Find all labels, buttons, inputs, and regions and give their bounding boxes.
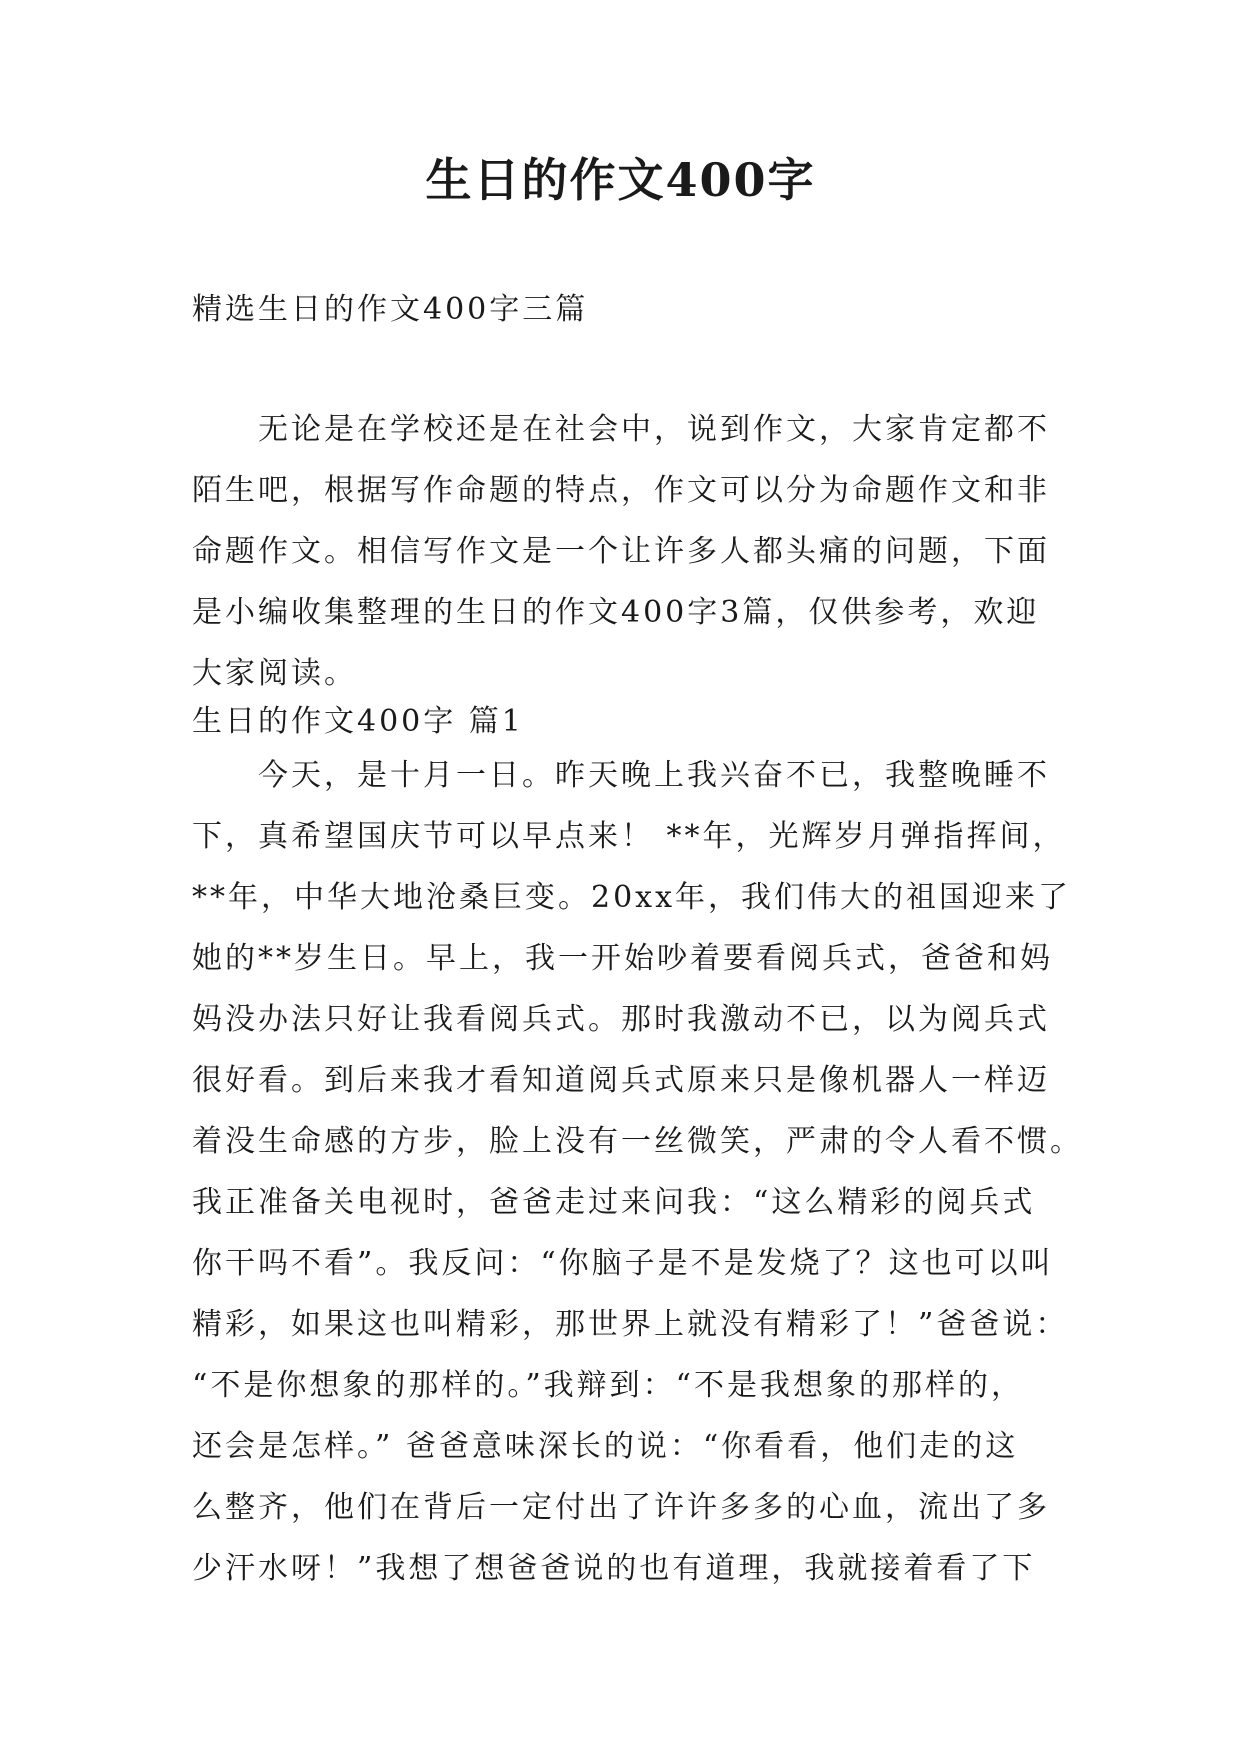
text-line: 大家阅读。: [192, 656, 357, 691]
text-line: 她的**岁生日。早上，我一开始吵着要看阅兵式，爸爸和妈: [192, 941, 1053, 976]
document-title: 生日的作文400字: [425, 153, 816, 207]
text-line: 是小编收集整理的生日的作文400字3篇，仅供参考，欢迎: [192, 595, 1040, 630]
text-line: 么整齐，他们在背后一定付出了许许多多的心血，流出了多: [192, 1490, 1050, 1525]
text-line: 着没生命感的方步，脸上没有一丝微笑，严肃的令人看不惯。: [192, 1124, 1083, 1159]
text-line: 陌生吧，根据写作命题的特点，作文可以分为命题作文和非: [192, 473, 1050, 508]
text-line: 很好看。到后来我才看知道阅兵式原来只是像机器人一样迈: [192, 1063, 1050, 1098]
text-line: 你干吗不看”。我反问：“你脑子是不是发烧了？这也可以叫: [192, 1246, 1054, 1281]
text-line: 命题作文。相信写作文是一个让许多人都头痛的问题，下面: [192, 534, 1050, 569]
intro-paragraph: [192, 399, 1072, 704]
text-line: 少汗水呀！”我想了想爸爸说的也有道理，我就接着看了下: [192, 1551, 1036, 1586]
text-line: 精彩，如果这也叫精彩，那世界上就没有精彩了！”爸爸说：: [192, 1307, 1069, 1342]
text-line: “不是你想象的那样的。”我辩到：“不是我想象的那样的，: [192, 1368, 1025, 1403]
text-line: 无论是在学校还是在社会中，说到作文，大家肯定都不: [192, 412, 1050, 447]
text-line: 下，真希望国庆节可以早点来！ **年，光辉岁月弹指挥间，: [192, 819, 1066, 854]
text-line: **年，中华大地沧桑巨变。20xx年，我们伟大的祖国迎来了: [192, 880, 1072, 915]
text-line: 还会是怎样。” 爸爸意味深长的说：“你看看，他们走的这: [192, 1429, 1019, 1464]
text-line: 今天，是十月一日。昨天晚上我兴奋不已，我整晚睡不: [192, 758, 1050, 793]
essay-paragraph: [192, 745, 1083, 1599]
text-line: 妈没办法只好让我看阅兵式。那时我激动不已，以为阅兵式: [192, 1002, 1050, 1037]
section-heading: 生日的作文400字 篇1: [192, 704, 524, 739]
document-subtitle: 精选生日的作文400字三篇: [192, 292, 589, 327]
text-line: 我正准备关电视时，爸爸走过来问我：“这么精彩的阅兵式: [192, 1185, 1036, 1220]
